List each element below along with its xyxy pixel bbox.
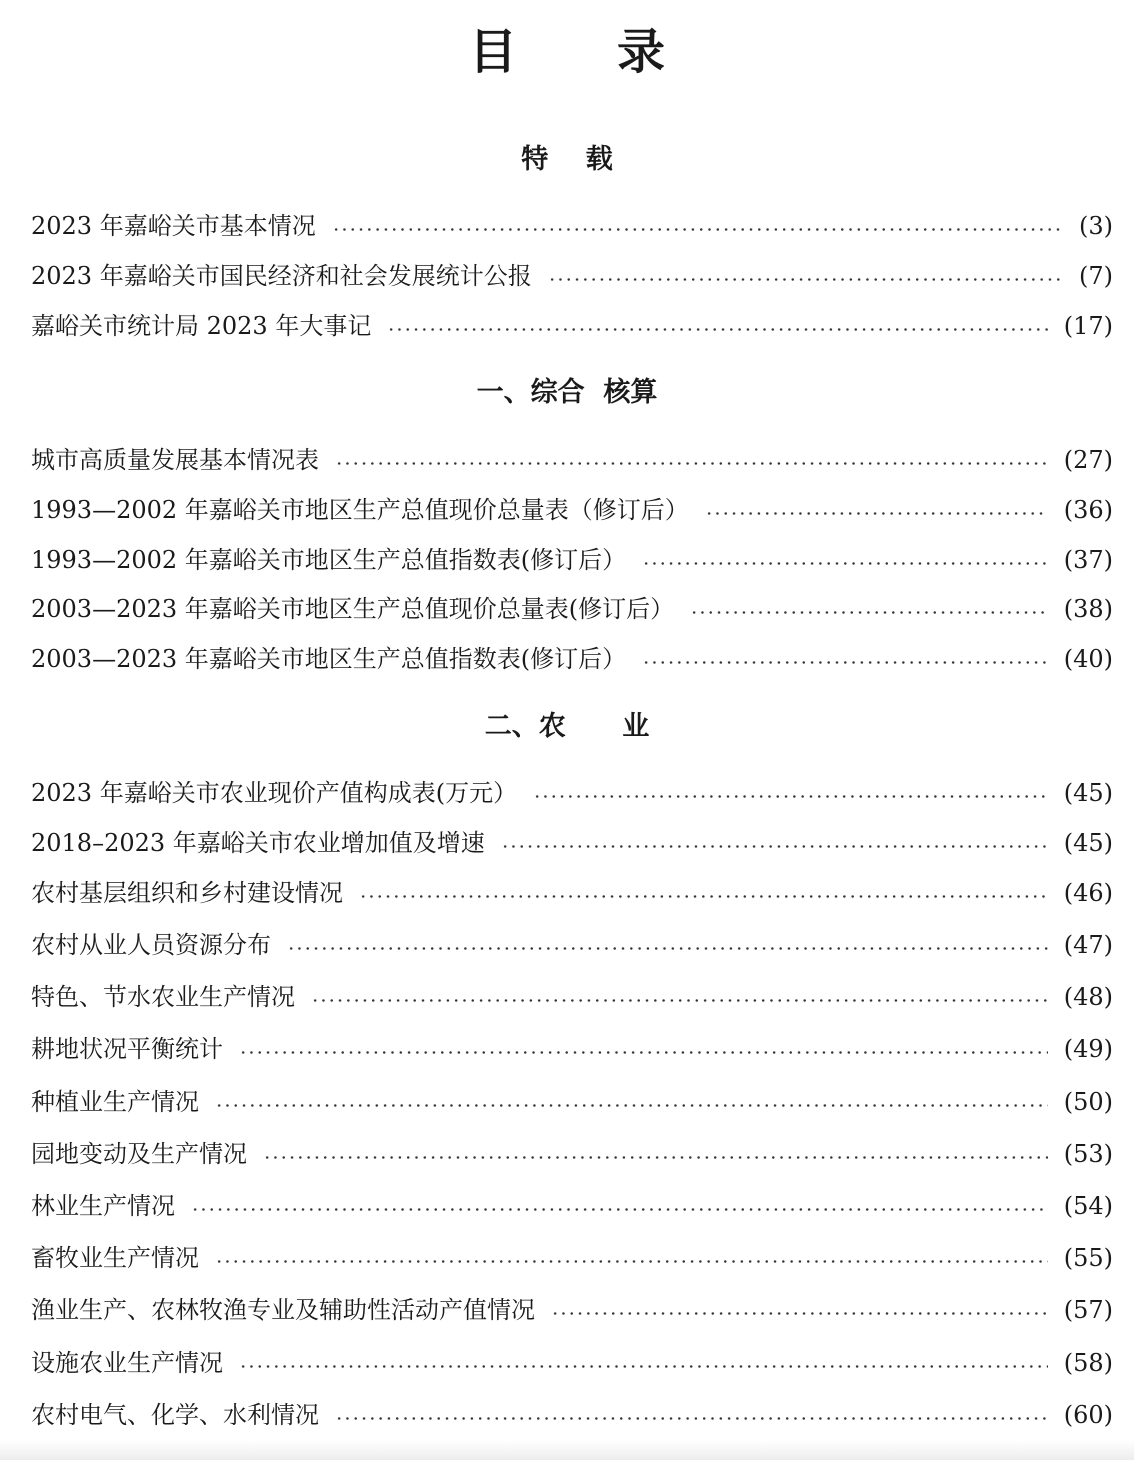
dot-leader (239, 1365, 1048, 1368)
toc-entry-page: (58) (1063, 1349, 1113, 1377)
toc-entry-page: (50) (1063, 1088, 1113, 1116)
dot-leader (335, 462, 1048, 465)
toc-entry-title: 农村电气、化学、水利情况 (31, 1401, 319, 1429)
toc-entry[interactable] (31, 980, 1113, 1014)
toc-entry-page: (38) (1063, 595, 1113, 623)
toc-entry-title: 耕地状况平衡统计 (31, 1035, 223, 1063)
dot-leader (642, 661, 1048, 664)
toc-entry-title: 园地变动及生产情况 (31, 1140, 247, 1168)
dot-leader (690, 611, 1048, 614)
toc-entry-page: (48) (1063, 983, 1113, 1011)
toc-entry-title: 2023 年嘉峪关市基本情况 (31, 212, 316, 240)
toc-entry[interactable] (31, 309, 1113, 343)
dot-leader (335, 1417, 1048, 1420)
toc-entry-page: (27) (1063, 446, 1113, 474)
toc-entry-title: 2023 年嘉峪关市农业现价产值构成表(万元） (31, 779, 518, 807)
toc-entry-title: 2003—2023 年嘉峪关市地区生产总值现价总量表(修订后） (31, 595, 675, 623)
toc-entry-title: 农村基层组织和乡村建设情况 (31, 879, 343, 907)
toc-entry[interactable] (31, 592, 1113, 626)
toc-entry-page: (45) (1063, 829, 1113, 857)
toc-entry-title: 种植业生产情况 (31, 1088, 199, 1116)
toc-entry[interactable] (31, 1189, 1113, 1223)
toc-entry[interactable] (31, 543, 1113, 577)
section-heading-agriculture: 二、农 业 (484, 711, 650, 742)
toc-entry-title: 嘉峪关市统计局 2023 年大事记 (31, 312, 372, 340)
toc-entry-title: 特色、节水农业生产情况 (31, 983, 295, 1011)
toc-entry[interactable] (31, 928, 1113, 962)
toc-entry-title: 1993—2002 年嘉峪关市地区生产总值指数表(修订后） (31, 546, 627, 574)
toc-entry[interactable] (31, 443, 1113, 477)
toc-entry[interactable] (31, 876, 1113, 910)
toc-entry-title: 林业生产情况 (31, 1192, 175, 1220)
toc-entry-title: 畜牧业生产情况 (31, 1244, 199, 1272)
section-heading-accounting: 一、综合 核算 (476, 377, 658, 408)
toc-entry-page: (36) (1063, 496, 1113, 524)
toc-entry-page: (40) (1063, 645, 1113, 673)
toc-entry-page: (57) (1063, 1296, 1113, 1324)
toc-entry[interactable] (31, 1293, 1113, 1327)
toc-entry-title: 渔业生产、农林牧渔专业及辅助性活动产值情况 (31, 1296, 535, 1324)
toc-entry-title: 1993—2002 年嘉峪关市地区生产总值现价总量表（修订后） (31, 496, 689, 524)
toc-entry[interactable] (31, 1346, 1113, 1380)
dot-leader (239, 1051, 1048, 1054)
toc-entry-page: (46) (1063, 879, 1113, 907)
dot-leader (548, 278, 1063, 281)
dot-leader (263, 1156, 1048, 1159)
toc-entry-page: (37) (1063, 546, 1113, 574)
toc-entry-page: (3) (1079, 212, 1113, 240)
dot-leader (705, 512, 1048, 515)
toc-entry-title: 2023 年嘉峪关市国民经济和社会发展统计公报 (31, 262, 532, 290)
toc-entry[interactable] (31, 1137, 1113, 1171)
dot-leader (642, 562, 1048, 565)
toc-entry-page: (53) (1063, 1140, 1113, 1168)
toc-entry[interactable] (31, 642, 1113, 676)
toc-entry-page: (7) (1079, 262, 1113, 290)
toc-entry[interactable] (31, 1398, 1113, 1432)
toc-entry[interactable] (31, 1241, 1113, 1275)
dot-leader (533, 795, 1048, 798)
toc-entry[interactable] (31, 1085, 1113, 1119)
dot-leader (501, 845, 1048, 848)
toc-entry-page: (60) (1063, 1401, 1113, 1429)
toc-entry-page: (47) (1063, 931, 1113, 959)
dot-leader (387, 328, 1047, 331)
toc-entry-title: 2018–2023 年嘉峪关市农业增加值及增速 (31, 829, 485, 857)
dot-leader (215, 1104, 1048, 1107)
toc-entry-page: (45) (1063, 779, 1113, 807)
dot-leader (215, 1260, 1048, 1263)
dot-leader (311, 999, 1048, 1002)
dot-leader (359, 895, 1048, 898)
toc-entry[interactable] (31, 209, 1113, 243)
dot-leader (191, 1208, 1048, 1211)
dot-leader (551, 1312, 1048, 1315)
toc-entry[interactable] (31, 1032, 1113, 1066)
toc-entry-page: (54) (1063, 1192, 1113, 1220)
page-title: 目录 (468, 24, 765, 80)
toc-entry-title: 农村从业人员资源分布 (31, 931, 271, 959)
toc-entry-page: (55) (1063, 1244, 1113, 1272)
toc-entry-page: (17) (1063, 312, 1113, 340)
page-bottom-shadow (0, 1440, 1134, 1460)
toc-entry[interactable] (31, 259, 1113, 293)
toc-entry-title: 城市高质量发展基本情况表 (31, 446, 319, 474)
section-heading-special: 特 载 (521, 144, 613, 175)
toc-entry[interactable] (31, 776, 1113, 810)
dot-leader (332, 228, 1063, 231)
toc-entry[interactable] (31, 493, 1113, 527)
toc-entry-title: 2003—2023 年嘉峪关市地区生产总值指数表(修订后） (31, 645, 627, 673)
toc-entry[interactable] (31, 826, 1113, 860)
dot-leader (287, 947, 1048, 950)
toc-entry-title: 设施农业生产情况 (31, 1349, 223, 1377)
toc-entry-page: (49) (1063, 1035, 1113, 1063)
